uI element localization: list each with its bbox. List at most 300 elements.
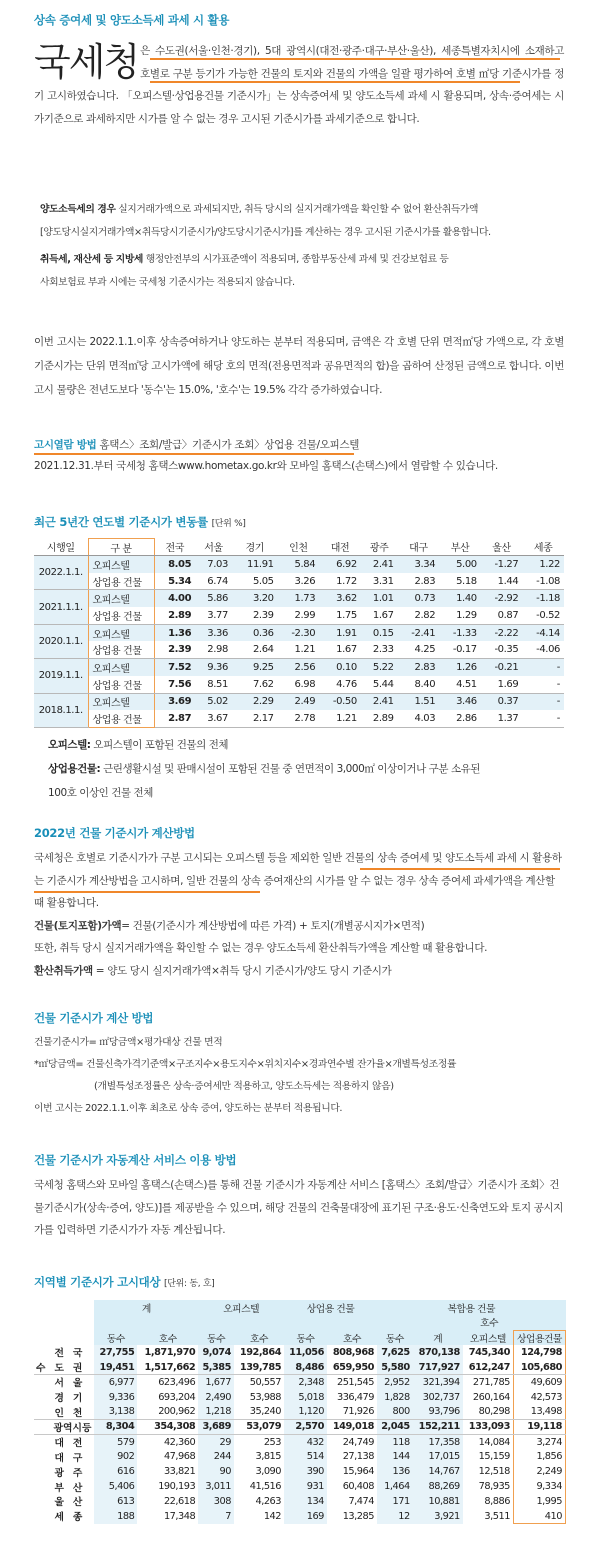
table1-cell: 6.74 [195, 573, 232, 590]
table2-unit: [단위: 동, 호] [164, 1279, 215, 1289]
calc2022-line2: 또한, 취득 당시 실지거래가액을 확인할 수 없는 경우 양도소득세 환산취득가액을 계산할 때 활용합니다. [34, 942, 488, 954]
t2-sub-9: 상업용건물 [513, 1330, 565, 1345]
table2-region: 경기 [54, 1393, 92, 1405]
method-line3: (개별특성조정률은 상속·증여세만 적용하고, 양도소득세는 적용하지 않음) [94, 1081, 394, 1092]
def-officetel-label: 오피스텔: [48, 739, 91, 751]
section-title: 상속 증여세 및 양도소득세 과세 시 활용 [34, 13, 230, 27]
table1-date: 2018.1.1. [34, 693, 88, 727]
underline-intro-1 [150, 58, 560, 60]
browse-path: 홈택스〉조회/발급〉기준시가 조회〉상업용 건물/오피스텔 [96, 439, 360, 451]
table1-cell: 1.67 [319, 641, 361, 658]
table2-row [34, 1464, 566, 1479]
t2-sub-4: 동수 [284, 1330, 327, 1345]
table1-cell: 7.62 [232, 676, 278, 693]
table1-cell: -0.35 [481, 641, 523, 658]
table2-cell: 190,193 [158, 1481, 196, 1493]
table2-cell: 9,074 [198, 1345, 234, 1360]
table2-cell: 149,018 [327, 1419, 377, 1434]
calc2022-formula2 [34, 960, 564, 983]
table1-row [34, 590, 564, 607]
table2-cell: 410 [513, 1509, 565, 1524]
table2-cell: 1,871,970 [144, 1346, 196, 1358]
table2-cell: 2,952 [377, 1375, 413, 1390]
table2-cell: 13,498 [513, 1405, 565, 1420]
table2-cell: 19,451 [94, 1360, 137, 1375]
table1-header-row [34, 539, 564, 556]
table1-cell: 2.56 [278, 659, 320, 676]
table1-cell: 1.67 [361, 607, 398, 624]
def-officetel-text: 오피스텔이 포함된 건물의 전체 [90, 739, 229, 751]
table1-title-line [34, 514, 246, 530]
table2-cell: 5,406 [94, 1479, 137, 1494]
t1-h-11: 세종 [522, 539, 564, 556]
table2-row [34, 1434, 566, 1449]
table1-cell: 4.25 [398, 641, 440, 658]
t1-h-4: 경기 [232, 539, 278, 556]
table2-cell: 27,755 [94, 1345, 137, 1360]
table2-regional [34, 1300, 566, 1524]
table2-cell: 717,927 [413, 1360, 463, 1375]
table1-cell: 3.34 [398, 556, 440, 573]
table1-cell: -2.92 [481, 590, 523, 607]
table1-row [34, 676, 564, 693]
table2-row [34, 1479, 566, 1494]
table1-cell: 1.21 [278, 641, 320, 658]
table2-cell: 3,090 [255, 1466, 282, 1478]
table1-cell: -4.06 [522, 641, 564, 658]
table1-cell: 8.51 [195, 676, 232, 693]
table2-cell: 139,785 [234, 1360, 284, 1375]
table2-cell: 42,573 [513, 1390, 565, 1405]
table1-cell: 2.33 [361, 641, 398, 658]
intro-big-word: 국세청 [34, 40, 139, 84]
table1-date: 2021.1.1. [34, 590, 88, 624]
table2-region: 전국 [54, 1348, 92, 1360]
table2-cell: 808,968 [332, 1346, 374, 1358]
table1-cell: 11.91 [232, 556, 278, 573]
table1-cell: 3.77 [195, 607, 232, 624]
table1-cell: 7.03 [195, 556, 232, 573]
table1-cell: 1.29 [439, 607, 481, 624]
table1-row [34, 710, 564, 727]
def-commercial-2: 100호 이상인 건물 전체 [48, 787, 153, 799]
table2-cell: 253 [263, 1436, 282, 1448]
table1-cell: 0.87 [481, 607, 523, 624]
t1-h-3: 서울 [195, 539, 232, 556]
table1-row [34, 659, 564, 676]
table2-cell: 14,084 [478, 1436, 510, 1448]
table2-cell: 1,995 [513, 1494, 565, 1509]
table1-cell: 5.02 [195, 693, 232, 710]
table1-cell: 3.26 [278, 573, 320, 590]
table2-cell: 49,609 [513, 1375, 565, 1390]
t2-sub-1: 호수 [137, 1330, 198, 1345]
underline-browse [34, 453, 354, 455]
table1-cell: 7.56 [154, 676, 195, 693]
t2-top-2: 상업용 건물 [284, 1300, 377, 1315]
table2-cell: 169 [284, 1509, 327, 1524]
table2-cell: 390 [284, 1464, 327, 1479]
table2-cell: 29 [198, 1434, 234, 1449]
table1-kind: 오피스텔 [88, 556, 154, 573]
table2-cell: 12,518 [478, 1466, 510, 1478]
browse-desc: 2021.12.31.부터 국세청 홈택스www.hometax.go.kr와 모바일 홈택스(손택스)에서 열람할 수 있습니다. [34, 460, 498, 472]
table2-cell: 90 [198, 1464, 234, 1479]
table1-cell: -1.27 [481, 556, 523, 573]
table1-cell: -1.18 [522, 590, 564, 607]
table2-row [34, 1375, 566, 1390]
table2-cell: 136 [377, 1464, 413, 1479]
calc2022-title: 2022년 건물 기준시가 계산방법 [34, 826, 195, 840]
table2-cell: 3,921 [413, 1509, 463, 1524]
note-line-1 [40, 198, 560, 221]
table1-cell: 6.92 [319, 556, 361, 573]
table2-cell: 134 [284, 1494, 327, 1509]
table1-row [34, 573, 564, 590]
table1-row [34, 693, 564, 710]
method-line1: 건물기준시가= ㎡당금액×평가대상 건물 면적 [34, 1037, 223, 1048]
table2-cell: 118 [377, 1434, 413, 1449]
table1-cell: - [522, 659, 564, 676]
t1-h-1: 구 분 [88, 539, 154, 556]
t2-top-1: 오피스텔 [198, 1300, 284, 1315]
table1-cell: 0.10 [319, 659, 361, 676]
definitions-block [48, 733, 568, 805]
table2-cell: 3,815 [255, 1451, 282, 1463]
method-line2: *㎡당금액= 건물신축가격기준액×구조지수×용도지수×위치지수×경과연수별 잔가율×개별특성조정률 [34, 1059, 457, 1070]
note-text-3: 행정안전부의 시가표준액이 적용되며, 종합부동산세 과세 및 건강보험료 등 [143, 254, 449, 265]
table2-title: 지역별 기준시가 고시대상 [34, 1275, 161, 1289]
table2-cell: 50,557 [249, 1376, 282, 1388]
table2-cell: 613 [94, 1494, 137, 1509]
table2-title-line [34, 1274, 214, 1290]
table1-cell: 0.36 [232, 624, 278, 641]
table2-cell: 251,545 [336, 1376, 374, 1388]
calc2022-formula1-label: 건물(토지포함)가액 [34, 919, 122, 932]
table1-cell: - [522, 676, 564, 693]
table2-cell: 13,285 [342, 1510, 374, 1522]
table1-kind: 상업용 건물 [88, 710, 154, 727]
table2-cell: 71,926 [327, 1405, 377, 1420]
table2-region: 수도권 [34, 1360, 94, 1375]
table1-row [34, 641, 564, 658]
table1-cell: 2.29 [232, 693, 278, 710]
table2-cell: 22,618 [163, 1495, 196, 1507]
table1-kind: 상업용 건물 [88, 607, 154, 624]
table1-cell: -0.50 [319, 693, 361, 710]
table2-cell: 1,218 [198, 1405, 234, 1420]
table2-cell: 80,298 [463, 1405, 514, 1420]
table2-region: 인천 [34, 1405, 94, 1420]
table1-cell: 1.44 [481, 573, 523, 590]
table1-cell: 0.37 [481, 693, 523, 710]
table1-cell: 2.99 [278, 607, 320, 624]
table2-cell: 8,304 [94, 1419, 137, 1434]
note-bold-1: 양도소득세의 경우 [40, 204, 116, 215]
note-line-4: 사회보험료 부과 시에는 국세청 기준시가는 적용되지 않습니다. [40, 277, 295, 288]
table1-cell: 3.67 [195, 710, 232, 727]
table1-date: 2022.1.1. [34, 556, 88, 590]
table1-title: 최근 5년간 연도별 기준시가 변동률 [34, 515, 208, 529]
table1-cell: -0.21 [481, 659, 523, 676]
table2-cell: 192,864 [239, 1346, 282, 1358]
table2-row [34, 1449, 566, 1464]
table2-row [34, 1390, 566, 1405]
table1-date: 2020.1.1. [34, 624, 88, 658]
table2-cell: 9,334 [513, 1479, 565, 1494]
method-block [34, 1010, 564, 1120]
table2-cell: 2,045 [377, 1419, 413, 1434]
t2-sub-0: 동수 [94, 1330, 137, 1345]
table2-cell: 432 [284, 1434, 327, 1449]
underline-calc-1 [360, 868, 560, 870]
table2-cell: 142 [263, 1510, 282, 1522]
table2-cell: 41,516 [249, 1481, 282, 1493]
table2-head-row1 [34, 1300, 566, 1315]
table1-cell: 2.78 [278, 710, 320, 727]
t1-h-10: 울산 [481, 539, 523, 556]
table2-region: 부산 [54, 1482, 92, 1494]
table1-cell: 3.62 [319, 590, 361, 607]
table2-region: 대전 [54, 1438, 92, 1450]
table2-cell: 24,749 [342, 1436, 374, 1448]
table2-region: 대구 [54, 1452, 92, 1464]
table1-row [34, 556, 564, 573]
intro-block [34, 40, 564, 130]
method-title: 건물 기준시가 계산 방법 [34, 1011, 154, 1025]
table1-cell: 2.64 [232, 641, 278, 658]
table1-cell: 1.69 [481, 676, 523, 693]
table1-cell: 2.17 [232, 710, 278, 727]
table2-cell: 5,580 [377, 1360, 413, 1375]
table1-cell: 5.84 [278, 556, 320, 573]
table2-row [34, 1419, 566, 1434]
table2-cell: 27,138 [342, 1451, 374, 1463]
table1-cell: 5.44 [361, 676, 398, 693]
t1-h-5: 인천 [278, 539, 320, 556]
table2-cell: 693,204 [158, 1391, 196, 1403]
table1-cell: -0.17 [439, 641, 481, 658]
table1-cell: 1.40 [439, 590, 481, 607]
table1-cell: 9.25 [232, 659, 278, 676]
t1-h-8: 대구 [398, 539, 440, 556]
table1-cell: 2.41 [361, 693, 398, 710]
table2-row [34, 1405, 566, 1420]
table2-cell: 53,988 [249, 1391, 282, 1403]
table1-cell: 2.98 [195, 641, 232, 658]
t2-corner [34, 1300, 94, 1345]
t1-h-6: 대전 [319, 539, 361, 556]
underline-intro-2 [150, 81, 520, 83]
table1-cell: 1.01 [361, 590, 398, 607]
table2-cell: 17,348 [163, 1510, 196, 1522]
table1-cell: 9.36 [195, 659, 232, 676]
table2-cell: 1,464 [377, 1479, 413, 1494]
table1-cell: 2.86 [439, 710, 481, 727]
table2-cell: 3,274 [513, 1434, 565, 1449]
auto-calc-title: 건물 기준시가 자동계산 서비스 이용 방법 [34, 1153, 237, 1167]
table1-row [34, 607, 564, 624]
def-commercial-label: 상업용건물: [48, 763, 101, 775]
table1-cell: 5.86 [195, 590, 232, 607]
table2-cell: 931 [284, 1479, 327, 1494]
table2-cell: 7 [198, 1509, 234, 1524]
table2-cell: 7,625 [377, 1345, 413, 1360]
table2-cell: 3,138 [94, 1405, 137, 1420]
t1-h-0: 시행일 [34, 539, 88, 556]
table2-cell: 336,479 [336, 1391, 374, 1403]
table1-cell: 4.03 [398, 710, 440, 727]
table1-cell: 4.76 [319, 676, 361, 693]
table2-cell: 514 [284, 1449, 327, 1464]
table1-cell: 2.89 [361, 710, 398, 727]
table2-row [34, 1509, 566, 1524]
table1-cell: 1.26 [439, 659, 481, 676]
table1-cell: -1.33 [439, 624, 481, 641]
table2-cell: 260,164 [472, 1391, 510, 1403]
t2-top-0: 계 [94, 1300, 198, 1315]
table2-cell: 88,269 [413, 1479, 463, 1494]
table2-cell: 2,490 [198, 1390, 234, 1405]
t1-h-9: 부산 [439, 539, 481, 556]
table1-kind: 상업용 건물 [88, 641, 154, 658]
table2-region: 울산 [54, 1497, 92, 1509]
table1-unit: [단위 %] [211, 519, 246, 529]
table1-cell: 3.69 [154, 693, 195, 710]
table2-cell: 659,950 [327, 1360, 377, 1375]
table2-cell: 308 [198, 1494, 234, 1509]
table2-cell: 78,935 [478, 1481, 510, 1493]
table1-cell: 5.05 [232, 573, 278, 590]
table2-cell: 2,348 [284, 1375, 327, 1390]
notes-block [40, 198, 560, 294]
t2-sub-7: 계 [413, 1330, 463, 1345]
table2-cell: 124,798 [513, 1345, 565, 1360]
table1-cell: 4.00 [154, 590, 195, 607]
note-bold-3: 취득세, 재산세 등 지방세 [40, 254, 143, 265]
table2-cell: 354,308 [137, 1419, 198, 1434]
table2-cell: 302,737 [413, 1390, 463, 1405]
table2-cell: 244 [198, 1449, 234, 1464]
table1-cell: 2.83 [398, 573, 440, 590]
table2-cell: 623,496 [158, 1376, 196, 1388]
table1-cell: 1.73 [278, 590, 320, 607]
table1-cell: 1.75 [319, 607, 361, 624]
table2-cell: 15,159 [478, 1451, 510, 1463]
table2-cell: 7,474 [348, 1495, 374, 1507]
table1-cell: 5.18 [439, 573, 481, 590]
table2-cell: 9,336 [94, 1390, 137, 1405]
table1-cell: 8.05 [154, 556, 195, 573]
table2-cell: 152,211 [413, 1419, 463, 1434]
table2-cell: 271,785 [472, 1376, 510, 1388]
table2-cell: 1,677 [198, 1375, 234, 1390]
table2-cell: 47,968 [163, 1451, 196, 1463]
calc2022-formula2-label: 환산취득가액 [34, 964, 93, 977]
table2-cell: 612,247 [463, 1360, 514, 1375]
table1-cell: 3.20 [232, 590, 278, 607]
table2-row [34, 1360, 566, 1375]
t1-h-2: 전국 [154, 539, 195, 556]
table1-cell: 1.51 [398, 693, 440, 710]
table2-cell: 2,570 [284, 1419, 327, 1434]
table2-cell: 3,511 [484, 1510, 510, 1522]
table1-cell: 2.83 [398, 659, 440, 676]
table1-cell: 2.82 [398, 607, 440, 624]
table1-kind: 오피스텔 [88, 590, 154, 607]
table1-cell: 2.89 [154, 607, 195, 624]
table2-cell: 133,093 [463, 1419, 514, 1434]
table2-cell: 33,821 [163, 1466, 196, 1478]
table2-cell: 15,964 [342, 1466, 374, 1478]
auto-calc-block [34, 1152, 564, 1242]
underline-calc-2 [34, 891, 260, 893]
table1-cell: 1.22 [522, 556, 564, 573]
table2-cell: 188 [94, 1509, 137, 1524]
table1-row [34, 624, 564, 641]
table2-cell: 1,828 [377, 1390, 413, 1405]
auto-calc-paragraph: 국세청 홈택스와 모바일 홈택스(손택스)를 통해 건물 기준시가 자동계산 서비스 [홈택스〉조회/발급〉기준시가 조회〉건물기준시가(상속·증여, 양도)]를 제공받을 수 있으며, 해당 건물의 건축물대장에 표기된 구조·용도·신축연도와 토지 공시지가를 입력하면 기준시가가 자동 계산됩니다. [34, 1179, 564, 1236]
table2-cell: 17,358 [413, 1434, 463, 1449]
intro-paragraph: 은 수도권(서울·인천·경기), 5대 광역시(대전·광주·대구·부산·울산), 세종특별자치시에 소재하고 호별로 구분 등기가 가능한 건물의 토지와 건물의 가액을 일괄 평가하여 호별 ㎡당 기준시가를 정기 고시하였습니다. 「오피스텔·상업용건물 기준시가」는 상속증여세 및 양도소득세 과세 시 활용되며, 상속·증여세는 시가기준으로 과세하지만 시가를 알 수 없는 경우 고시된 기준시가를 과세기준으로 합니다. [34, 45, 564, 125]
table1-cell: 0.73 [398, 590, 440, 607]
table1-cell: 5.22 [361, 659, 398, 676]
table2-cell: 60,408 [342, 1481, 374, 1493]
table1-cell: -2.30 [278, 624, 320, 641]
t2-mid-spacer [94, 1315, 412, 1330]
calc2022-formula2-text: = 양도 당시 실지거래가액×취득 당시 기준시가/양도 당시 기준시가 [92, 964, 392, 977]
t2-sub-8: 오피스텔 [463, 1330, 514, 1345]
table2-cell: 53,079 [234, 1419, 284, 1434]
table2-region: 광주 [54, 1467, 92, 1479]
browse-block [34, 436, 564, 478]
def-commercial-text: 근린생활시설 및 판매시설이 포함된 건물 중 연면적이 3,000㎡ 이상이거나 구분 소유된 [100, 763, 481, 775]
table1-cell: 2.39 [232, 607, 278, 624]
table2-cell: 14,767 [413, 1464, 463, 1479]
table1-cell: 1.72 [319, 573, 361, 590]
table2-row [34, 1345, 566, 1360]
table1-cell: 2.87 [154, 710, 195, 727]
t1-h-7: 광주 [361, 539, 398, 556]
table2-cell: 19,118 [513, 1419, 565, 1434]
table1-date: 2019.1.1. [34, 659, 88, 693]
t2-mid-0: 호수 [413, 1315, 566, 1330]
table1-cell: 3.31 [361, 573, 398, 590]
table2-cell: 144 [377, 1449, 413, 1464]
table1-cell: 8.40 [398, 676, 440, 693]
table2-cell: 870,138 [413, 1345, 463, 1360]
calc2022-formula1 [34, 915, 564, 938]
table2-region: 서울 [54, 1378, 92, 1390]
table2-cell: 5,018 [284, 1390, 327, 1405]
notice-paragraph: 이번 고시는 2022.1.1.이후 상속증여하거나 양도하는 분부터 적용되며, 금액은 각 호별 단위 면적㎡당 가액으로, 각 호별 기준시가는 단위 면적㎡당 고시가액에 해당 호의 면적(전용면적과 공유면적의 합)을 곱하여 산정된 금액으로 합니다. 이번 고시 물량은 전년도보다 '동수'는 15.0%, '호수'는 19.5% 각각 증가하였습니다. [34, 336, 564, 396]
t2-top-3: 복합용 건물 [377, 1300, 566, 1315]
table1-cell: 1.37 [481, 710, 523, 727]
table2-cell: 42,360 [163, 1436, 196, 1448]
table1-cell: -0.52 [522, 607, 564, 624]
table2-cell: 5,385 [198, 1360, 234, 1375]
table2-cell: 10,881 [413, 1494, 463, 1509]
table1-cell: 2.41 [361, 556, 398, 573]
table1-cell: 2.39 [154, 641, 195, 658]
def-officetel [48, 733, 568, 757]
browse-title: 고시열람 방법 [34, 439, 97, 451]
calc2022-paragraph: 국세청은 호별로 기준시가가 구분 고시되는 오피스텔 등을 제외한 일반 건물의 상속 증여세 및 양도소득세 과세 시 활용하는 기준시가 계산방법을 고시하며, 일반 건물의 상속 증여재산의 시가를 알 수 없는 경우 상속 증여세 과세가액을 계산할 때 활용합니다. [34, 852, 562, 909]
table2-cell: 1,856 [513, 1449, 565, 1464]
calc2022-formula1-text: = 건물(기준시가 계산방법에 따른 가격) + 토지(개별공시지가×면적) [121, 919, 425, 932]
table2-region: 세종 [54, 1512, 92, 1524]
table2-region: 광역시등 [34, 1419, 94, 1434]
